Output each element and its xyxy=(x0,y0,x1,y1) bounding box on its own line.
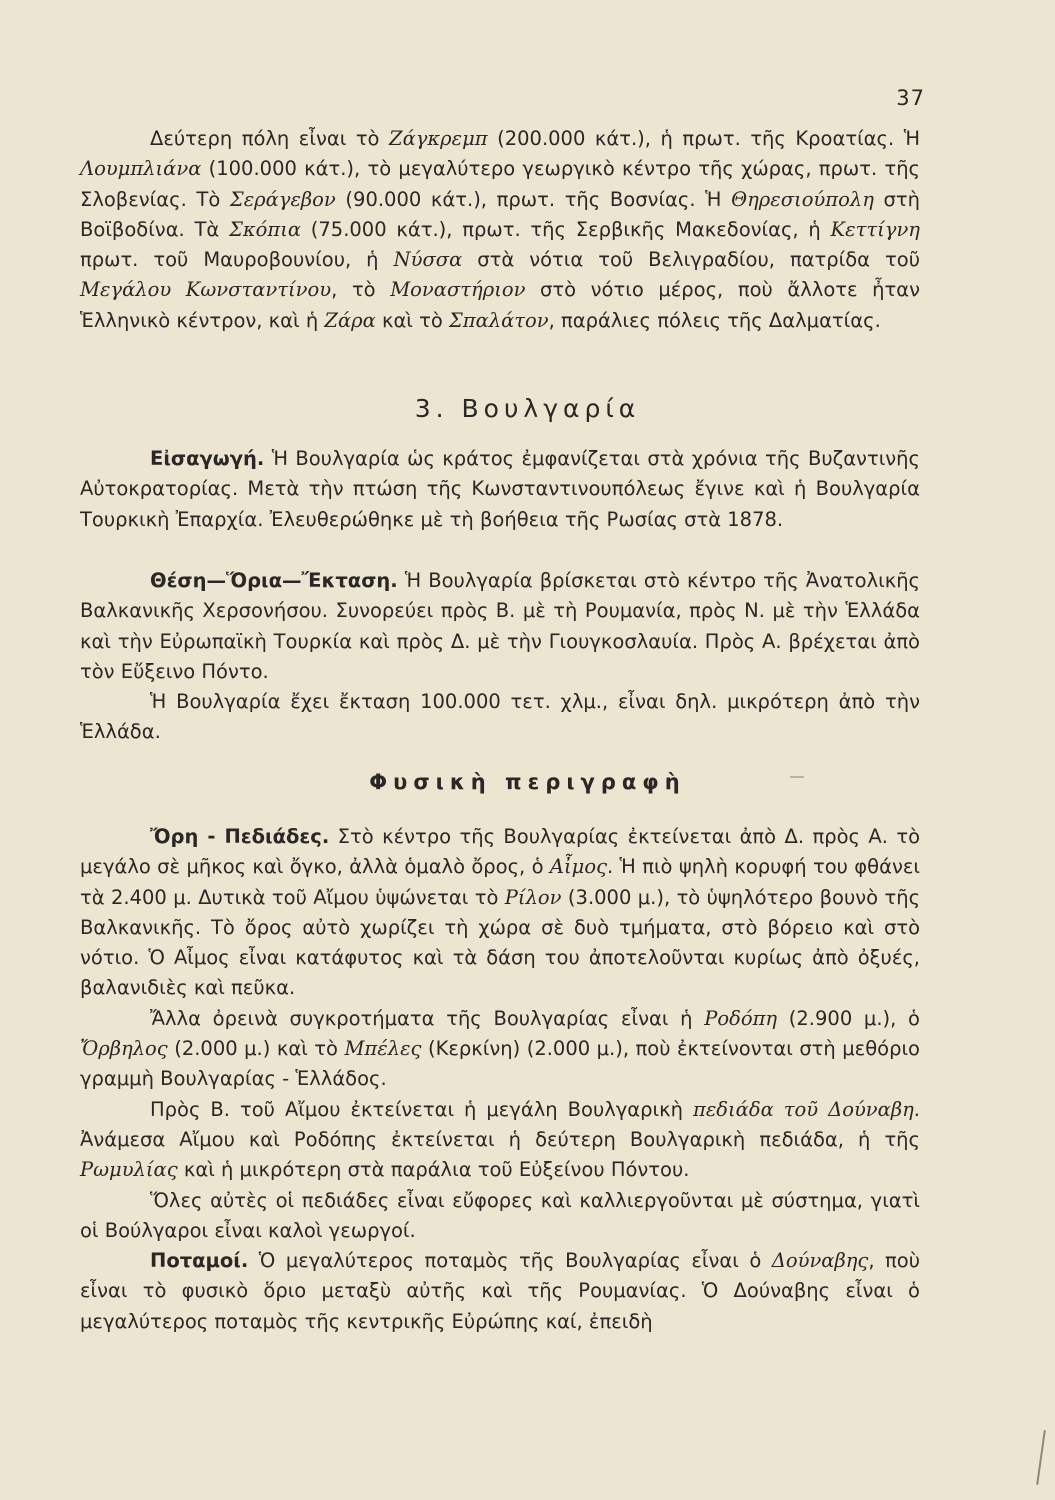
text: , παράλιες πόλεις τῆς Δαλματίας. xyxy=(548,308,881,332)
text: . Ἀνάμεσα Αἴμου καὶ Ροδόπης ἐκτείνεται ἡ δεύτερη Βουλγαρικὴ πεδιάδα, ἡ τῆς xyxy=(80,1097,920,1151)
subsection-heading: Φυσικὴ περιγραφὴ xyxy=(369,770,686,794)
text: Στὸ κέντρο τῆς Βουλγαρίας ἐκτείνεται ἀπὸ Δ. πρὸς Α. τὸ μεγάλο σὲ μῆκος καὶ ὄγκο, ἀλλὰ ὁμαλὸ ὄρος, ὁ xyxy=(80,825,920,879)
mountain-name: Ρίλον xyxy=(504,885,562,909)
river-name: Δούναβης xyxy=(771,1249,869,1273)
text: , τὸ xyxy=(331,278,391,302)
page-edge-mark xyxy=(1036,1430,1046,1485)
paragraph-yugoslav-cities xyxy=(80,124,920,336)
text: καὶ τὸ xyxy=(375,308,449,332)
divider xyxy=(790,776,804,778)
plain-name: Ρωμυλίας xyxy=(80,1158,178,1182)
text: (100.000 κάτ.), τὸ μεγαλύτερο γεωργικὸ κέντρο τῆς χώρας, πρωτ. τῆς Σλοβενίας. Τὸ xyxy=(80,157,920,211)
text: καὶ ἡ μικρότερη στὰ παράλια τοῦ Εὐξείνου Πόντου. xyxy=(177,1158,690,1182)
city-name: Σκόπια xyxy=(229,217,302,241)
text: . Ἡ πιὸ ψηλὴ κορυφή του φθάνει τὰ 2.400 μ. Δυτικὰ τοῦ Αἴμου ὑψώνεται τὸ xyxy=(80,855,920,909)
text: Πρὸς Β. τοῦ Αἴμου ἐκτείνεται ἡ μεγάλη Βουλγαρικὴ xyxy=(150,1097,693,1121)
text: (2.000 μ.) καὶ τὸ xyxy=(167,1037,345,1061)
text: Ἡ Βουλγαρία ὡς κράτος ἐμφανίζεται στὰ χρόνια τῆς Βυζαντινῆς Αὐτοκρατορίας. Μετὰ τὴν πτώση τῆς Κωνσταντινουπόλεως ἔγινε καὶ ἡ Βουλγαρία Τουρκικὴ Ἐπαρχία. Ἐλευθερώθηκε μὲ τὴ βοήθεια τῆς Ρωσίας στὰ 1878. xyxy=(80,447,920,531)
text: , ποὺ εἶναι τὸ φυσικὸ ὅριο μεταξὺ αὐτῆς καὶ τῆς Ρουμανίας. Ὁ Δούναβης εἶναι ὁ μεγαλύτερος ποταμὸς τῆς κεντρικῆς Εὐρώπης καί, ἐπειδὴ xyxy=(80,1249,920,1333)
mountain-name: Ροδόπη xyxy=(704,1006,778,1030)
paragraph-introduction xyxy=(80,444,920,535)
area-text: Ἡ Βουλγαρία ἔχει ἔκταση 100.000 τετ. χλμ., εἶναι δηλ. μικρότερη ἀπὸ τὴν Ἑλλάδα. xyxy=(80,690,920,744)
text: Ἡ Βουλγαρία βρίσκεται στὸ κέντρο τῆς Ἀνατολικῆς Βαλκανικῆς Χερσονήσου. Συνορεύει πρὸς Β. μὲ τὴ Ρουμανία, πρὸς Ν. μὲ τὴν Ἑλλάδα καὶ τὴν Εὐρωπαϊκὴ Τουρκία καὶ πρὸς Δ. μὲ τὴν Γιουγκοσλαυία. Πρὸς Α. βρέχεται ἀπὸ τὸν Εὔξεινο Πόντο. xyxy=(80,569,920,683)
paragraph-position-borders xyxy=(80,566,920,748)
text: (2.900 μ.), ὁ xyxy=(777,1006,920,1030)
mountain-name: Αἶμος xyxy=(549,855,607,879)
city-name: Ζάρα xyxy=(324,308,376,332)
city-name: Νύσσα xyxy=(393,248,463,272)
text: Ὅλες αὐτὲς οἱ πεδιάδες εἶναι εὔφορες καὶ καλλιεργοῦνται μὲ σύστημα, γιατὶ οἱ Βούλγαροι εἶναι καλοὶ γεωργοί. xyxy=(80,1188,920,1242)
text: στὴ Βοϊβοδίνα. Τὰ xyxy=(80,187,920,241)
text: (75.000 κάτ.), πρωτ. τῆς Σερβικῆς Μακεδονίας, ἡ xyxy=(301,217,831,241)
text: στὸ νότιο μέρος, ποὺ ἄλλοτε ἦταν Ἑλληνικὸ κέντρον, καὶ ἡ xyxy=(80,278,920,332)
text: (Κερκίνη) (2.000 μ.), ποὺ ἐκτείνονται στὴ μεθόριο γραμμὴ Βουλγαρίας - Ἑλλάδος. xyxy=(80,1037,920,1091)
text: πρωτ. τοῦ Μαυροβουνίου, ἡ xyxy=(80,248,394,272)
person-name: Μεγάλου Κωνσταντίνου xyxy=(80,278,332,302)
city-name: Κεττίγνη xyxy=(830,217,920,241)
city-name: Ζάγκρεμπ xyxy=(389,127,488,150)
city-name: Θηρεσιούπολη xyxy=(731,187,874,211)
city-name: Μοναστήριον xyxy=(390,278,526,302)
section-heading: 3. Βουλγαρία xyxy=(414,394,641,423)
text: στὰ νότια τοῦ Βελιγραδίου, πατρίδα τοῦ xyxy=(462,248,920,272)
text: (90.000 κάτ.), πρωτ. τῆς Βοσνίας. Ἡ xyxy=(335,187,732,211)
city-name: Σπαλάτον xyxy=(448,308,549,332)
text: Ἄλλα ὀρεινὰ συγκροτήματα τῆς Βουλγαρίας εἶναι ἡ xyxy=(150,1006,705,1030)
text: Δεύτερη πόλη εἶναι τὸ xyxy=(150,127,390,150)
mountain-name: Ὄρβηλος xyxy=(80,1037,168,1061)
plain-name: πεδιάδα τοῦ Δούναβη xyxy=(693,1097,914,1121)
city-name: Σεράγεβον xyxy=(229,187,336,211)
paragraph-label: Θέση—Ὅρια—Ἔκταση. xyxy=(150,569,398,592)
paragraph-label: Ὄρη - Πεδιάδες. xyxy=(150,825,330,848)
mountain-name: Μπέλες xyxy=(344,1037,422,1061)
text: (200.000 κάτ.), ἡ πρωτ. τῆς Κροατίας. Ἡ xyxy=(487,127,920,150)
paragraph-label: Εἰσαγωγή. xyxy=(150,447,265,470)
paragraph-mountains-plains xyxy=(80,822,920,1337)
page-number: 37 xyxy=(896,86,925,110)
paragraph-label: Ποταμοί. xyxy=(150,1249,249,1273)
text: Ὁ μεγαλύτερος ποταμὸς τῆς Βουλγαρίας εἶναι ὁ xyxy=(248,1249,772,1273)
text: (3.000 μ.), τὸ ὑψηλότερο βουνὸ τῆς Βαλκανικῆς. Τὸ ὄρος αὐτὸ χωρίζει τὴ χώρα σὲ δυὸ τμήματα, στὸ βόρειο καὶ στὸ νότιο. Ὁ Αἶμος εἶναι κατάφυτος καὶ τὰ δάση του ἀποτελοῦνται κυρίως ἀπὸ ὀξυές, βαλανιδιὲς καὶ πεῦκα. xyxy=(80,885,921,1000)
city-name: Λουμπλιάνα xyxy=(80,157,202,181)
